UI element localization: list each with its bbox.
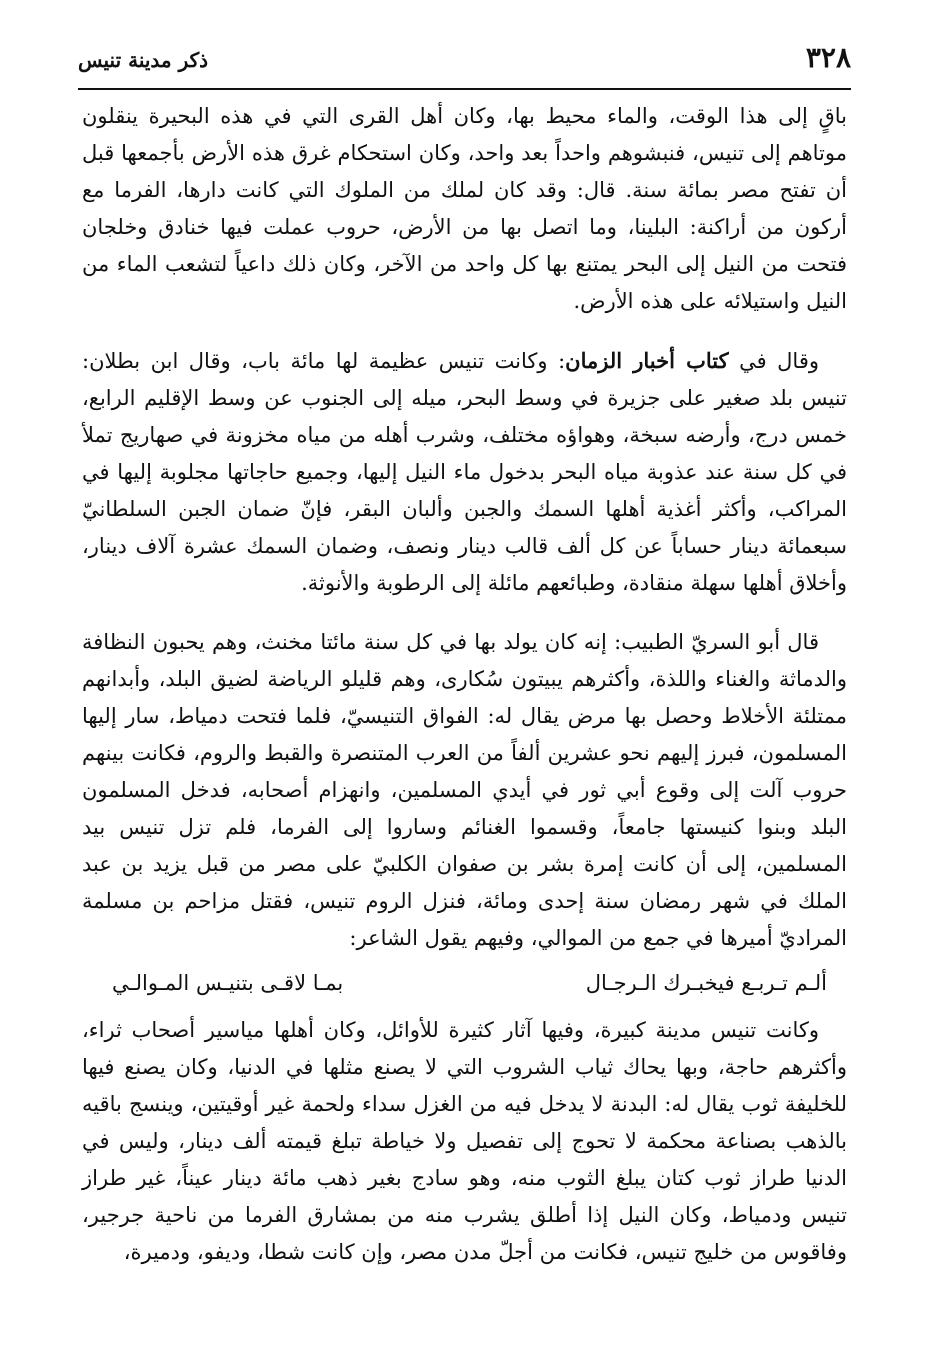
- paragraph-gap: [82, 602, 847, 624]
- paragraph-gap: [82, 320, 847, 342]
- paragraph-2: [82, 342, 847, 602]
- verse-first-hemistich: ألـم تـربـع فيخبـرك الـرجـال: [585, 971, 827, 995]
- paragraph-4: وكانت تنيس مدينة كبيرة، وفيها آثار كثيرة للأوائل، وكان أهلها مياسير أصحاب ثراء، وأكثرهم حاجة، وبها يحاك ثياب الشروب التي لا يصنع مثلها في الدنيا، وكان يصنع فيها للخليفة ثوب يقال له: البدنة لا يدخل فيه من الغزل سداء ولحمة غير أوقيتين، وينسج باقيه بالذهب بصناعة محكمة لا تحوج إلى تفصيل ولا خياطة تبلغ قيمته ألف دينار، وليس في الدنيا طراز ثوب كتان يبلغ الثوب منه، وهو سادج بغير ذهب مائة دينار عيناً، غير طراز تنيس ودمياط، وكان النيل إذا أطلق يشرب منه من بمشارق الفرما من ناحية جرجير، وفاقوس من خليج تنيس، فكانت من أجلّ مدن مصر، وإن كانت شطا، وديفو، ودميرة،: [82, 1018, 847, 1264]
- running-title: ذكر مدينة تنيس: [78, 48, 209, 72]
- book-title-reference: كتاب أخبار الزمان: [565, 348, 729, 373]
- verse-second-hemistich: بمـا لاقـى بتنيـس المـوالـي: [112, 971, 344, 995]
- paragraph-2-prefix: وقال في: [728, 349, 819, 373]
- paragraph-3: قال أبو السريّ الطبيب: إنه كان يولد بها في كل سنة مائتا مخنث، وهم يحبون النظافة والدماثة والغناء واللذة، وأكثرهم يبيتون سُكارى، وهم قليلو الرياضة لضيق البلد، وأبدانهم ممتلئة الأخلاط وحصل بها مرض يقال له: الفواق التنيسيّ، فلما فتحت دمياط، سار إليها المسلمون، فبرز إليهم نحو عشرين ألفاً من العرب المتنصرة والقبط والروم، فكانت بينهم حروب آلت إلى وقوع أبي ثور في أيدي المسلمين، وانهزام أصحابه، فدخل المسلمون البلد وبنوا كنيستها جامعاً، وقسموا الغنائم وساروا إلى الفرما، فلم تزل تنيس بيد المسلمين، إلى أن كانت إمرة بشر بن صفوان الكلبيّ على مصر من قبل يزيد بن عبد الملك في شهر رمضان سنة إحدى ومائة، فنزل الروم تنيس، فقتل مزاحم بن مسلمة المراديّ أميرها في جمع من الموالي، وفيهم يقول الشاعر:: [82, 630, 847, 950]
- header-rule: [78, 88, 851, 90]
- body-text: [82, 98, 847, 1271]
- poetry-verse: [82, 965, 847, 1002]
- paragraph-1: باقٍ إلى هذا الوقت، والماء محيط بها، وكان أهل القرى التي في هذه البحيرة ينقلون موتاهم إلى تنيس، فنبشوهم واحداً بعد واحد، وكان استحكام غرق هذه الأرض بأجمعها قبل أن تفتح مصر بمائة سنة. قال: وقد كان لملك من الملوك التي كانت دارها، الفرما مع أركون من أراكنة: البلينا، وما اتصل بها من الأرض، حروب عملت فيها خنادق وخلجان فتحت من النيل إلى البحر يمتنع بها كل واحد من الآخر، وكان ذلك داعياً لتشعب الماء من النيل واستيلائه على هذه الأرض.: [82, 104, 847, 313]
- page-header: [78, 38, 851, 88]
- page-number: ٣٢٨: [805, 41, 851, 74]
- paragraph-2-text: : وكانت تنيس عظيمة لها مائة باب، وقال ابن بطلان: تنيس بلد صغير على جزيرة في وسط البحر، ميله إلى الجنوب عن وسط الإقليم الرابع، خمس درج، وأرضه سبخة، وهواؤه مختلف، وشرب أهله من مياه مخزونة في صهاريج تملأ في كل سنة عند عذوبة مياه البحر بدخول ماء النيل إليها، وجميع حاجاتها مجلوبة إليها في المراكب، وأكثر أغذية أهلها السمك والجبن وألبان البقر، فإنّ ضمان الجبن السلطانيّ سبعمائة دينار حساباً عن كل ألف قالب دينار ونصف، وضمان السمك عشرة آلاف دينار، وأخلاق أهلها سهلة منقادة، وطبائعهم مائلة إلى الرطوبة والأنوثة.: [82, 349, 847, 595]
